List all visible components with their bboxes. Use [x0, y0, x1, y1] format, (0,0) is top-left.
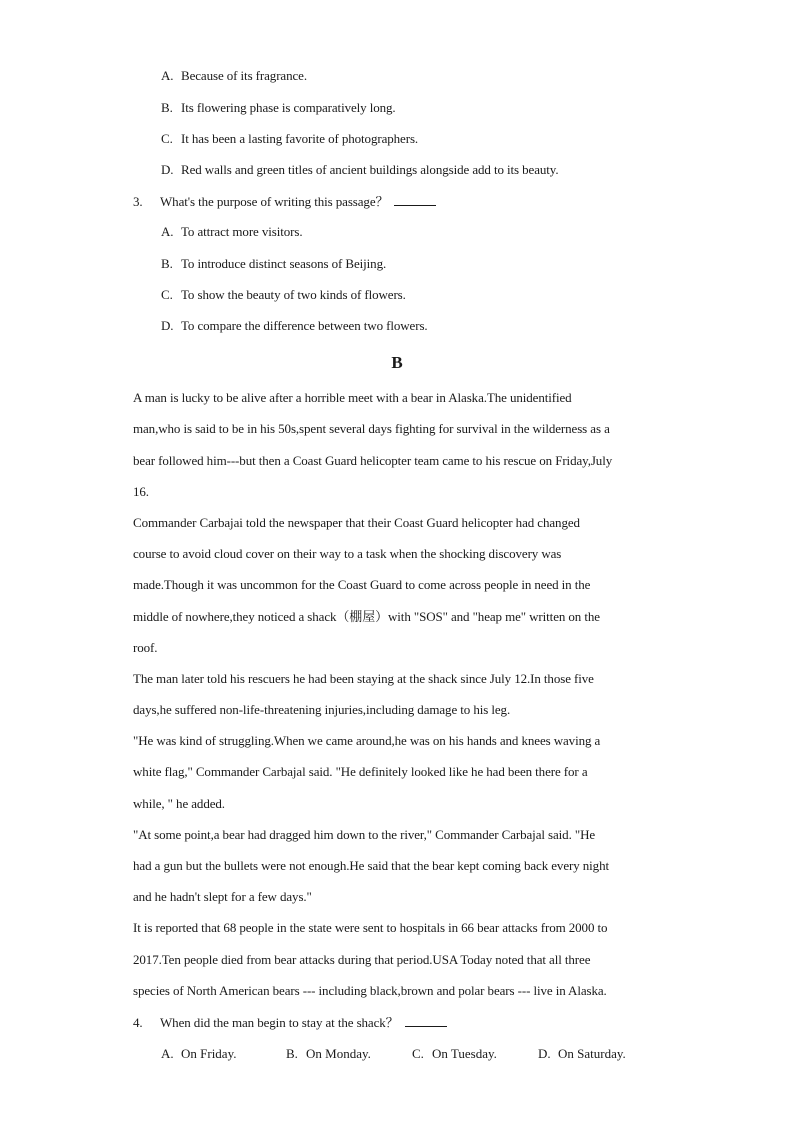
q2-option-b [161, 100, 396, 116]
q4-option-d [538, 1046, 626, 1062]
passage-line: A man is lucky to be alive after a horrible meet with a bear in Alaska.The unidentified [133, 390, 572, 405]
passage-line: middle of nowhere,they noticed a shack（棚屋）with "SOS" and "heap me" written on the [133, 609, 600, 624]
answer-blank [394, 193, 436, 206]
passage-line: had a gun but the bullets were not enough.He said that the bear kept coming back every night [133, 858, 609, 873]
question-text: What's the purpose of writing this passage？ [160, 194, 389, 209]
option-letter: B. [161, 256, 173, 271]
passage-line: 2017.Ten people died from bear attacks during that period.USA Today noted that all three [133, 952, 591, 967]
passage-line: white flag," Commander Carbajal said. "He definitely looked like he had been there for a [133, 764, 588, 779]
section-heading: B [391, 353, 403, 372]
option-letter: A. [161, 1046, 174, 1061]
question-number: 3. [133, 194, 143, 209]
option-text: On Monday. [306, 1046, 371, 1061]
passage-line: while, " he added. [133, 796, 225, 811]
option-letter: C. [161, 131, 173, 146]
passage-line: Commander Carbajai told the newspaper that their Coast Guard helicopter had changed [133, 515, 580, 530]
option-letter: D. [161, 318, 174, 333]
q4-option-c [412, 1046, 497, 1062]
passage-line: course to avoid cloud cover on their way to a task when the shocking discovery was [133, 546, 562, 561]
option-text: To compare the difference between two flowers. [181, 318, 428, 333]
passage-line: It is reported that 68 people in the state were sent to hospitals in 66 bear attacks from 2000 to [133, 920, 608, 935]
q2-option-a [161, 68, 307, 84]
option-text: On Tuesday. [432, 1046, 497, 1061]
q3-option-b [161, 256, 386, 272]
passage-line: "At some point,a bear had dragged him down to the river," Commander Carbajal said. "He [133, 827, 596, 842]
option-letter: C. [412, 1046, 424, 1061]
q4-option-a [161, 1046, 237, 1062]
option-text: To show the beauty of two kinds of flowers. [181, 287, 406, 302]
option-letter: C. [161, 287, 173, 302]
q3-option-d [161, 318, 428, 334]
passage-line: "He was kind of struggling.When we came around,he was on his hands and knees waving a [133, 733, 601, 748]
option-text: Red walls and green titles of ancient buildings alongside add to its beauty. [181, 162, 559, 177]
option-letter: B. [161, 100, 173, 115]
option-text: It has been a lasting favorite of photographers. [181, 131, 419, 146]
option-text: To attract more visitors. [181, 224, 303, 239]
passage-line: roof. [133, 640, 158, 655]
option-text: Its flowering phase is comparatively long. [181, 100, 396, 115]
question-text: When did the man begin to stay at the shack？ [160, 1015, 399, 1030]
passage-line: The man later told his rescuers he had been staying at the shack since July 12.In those five [133, 671, 594, 686]
option-text: On Friday. [181, 1046, 237, 1061]
passage-line: bear followed him---but then a Coast Guard helicopter team came to his rescue on Friday,July [133, 453, 613, 468]
option-letter: D. [161, 162, 174, 177]
passage-line: 16. [133, 484, 149, 499]
option-text: On Saturday. [558, 1046, 626, 1061]
q2-option-c [161, 131, 418, 147]
q4-stem [133, 1014, 447, 1031]
q3-stem [133, 193, 436, 210]
option-text: To introduce distinct seasons of Beijing. [181, 256, 387, 271]
q2-option-d [161, 162, 559, 178]
option-letter: B. [286, 1046, 298, 1061]
passage-line: made.Though it was uncommon for the Coast Guard to come across people in need in the [133, 577, 591, 592]
passage-line: man,who is said to be in his 50s,spent several days fighting for survival in the wilderness as a [133, 421, 610, 436]
passage-line: and he hadn't slept for a few days." [133, 889, 312, 904]
q4-option-b [286, 1046, 371, 1062]
option-letter: D. [538, 1046, 551, 1061]
option-letter: A. [161, 68, 174, 83]
passage-line: species of North American bears --- including black,brown and polar bears --- live in Alaska. [133, 983, 607, 998]
passage-line: days,he suffered non-life-threatening injuries,including damage to his leg. [133, 702, 511, 717]
q3-option-c [161, 287, 406, 303]
option-text: Because of its fragrance. [181, 68, 307, 83]
q3-option-a [161, 224, 303, 240]
option-letter: A. [161, 224, 174, 239]
question-number: 4. [133, 1015, 143, 1030]
answer-blank [405, 1014, 447, 1027]
